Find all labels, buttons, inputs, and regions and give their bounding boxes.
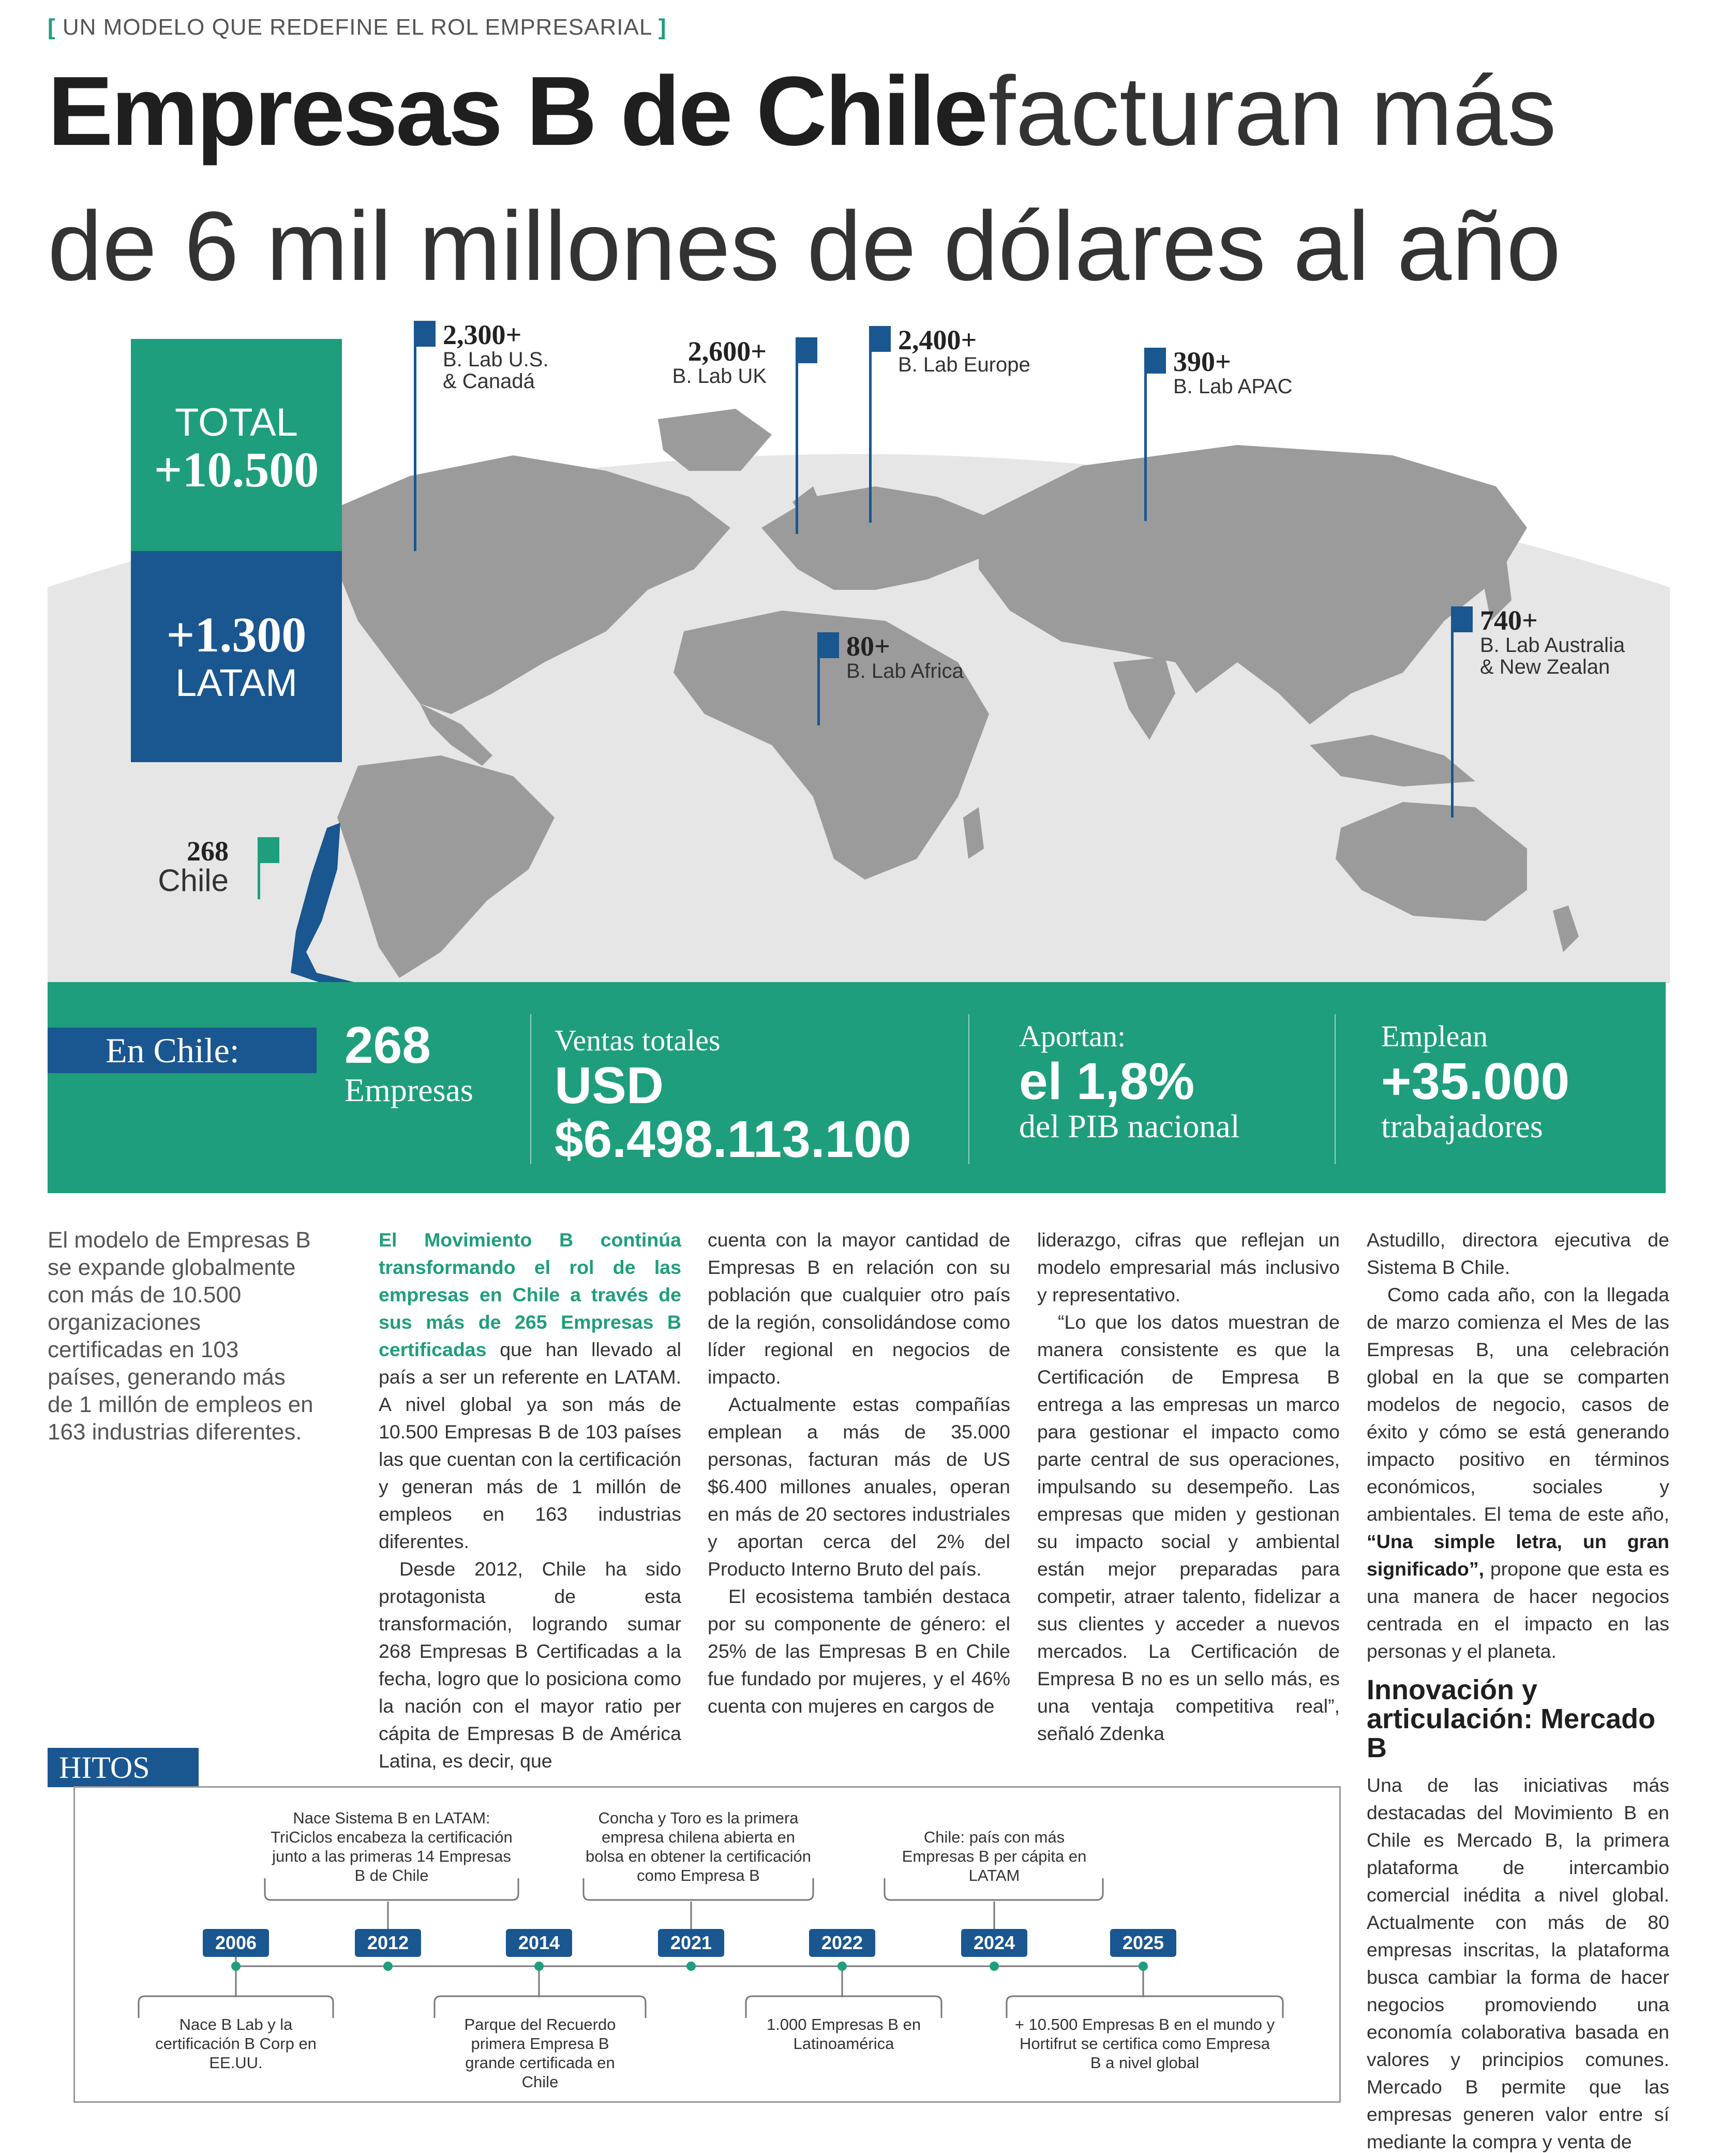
paragraph: Como cada año, con la llegada de marzo comienza el Mes de las Empresas B, una celebración global en la que se comparten modelos de negocio, casos de éxito y cómo se está generando impacto positivo en términos económicos, sociales y ambientales. El tema de este año, “Una simple letra, un gran significado”, propone que esta es una manera de hacer negocios centrada en el impacto en las personas y el planeta.: [1367, 1284, 1669, 1662]
stat-emplean-value: +35.000: [1381, 1052, 1570, 1110]
flag-number: 2,600+: [687, 336, 767, 367]
flag-number: 740+: [1480, 605, 1538, 636]
flag-number: 2,300+: [443, 319, 522, 350]
year-badge: 2012: [355, 1929, 421, 1957]
year-badge: 2025: [1110, 1929, 1176, 1957]
milestone-note: Concha y Toro es la primera empresa chilena abierta en bolsa en obtener la certificación como Empresa B: [586, 1809, 811, 1884]
paragraph: cuenta con la mayor cantidad de Empresas B en relación con su población que cualquier otro país de la región, consolidándose como líder regional en negocios de impacto.: [708, 1229, 1010, 1388]
flag-label: Chile: [158, 863, 229, 898]
year-badge: 2006: [203, 1929, 269, 1957]
year-badge: 2021: [658, 1929, 724, 1957]
total-label: TOTAL: [175, 400, 298, 444]
year-badge: 2022: [809, 1929, 875, 1957]
lead-text: El Movimiento B continúa transformando el rol de las empresas en Chile a través de sus más de 265 Empresas B certificadas: [379, 1229, 681, 1360]
headline-bold: Empresas B de Chile: [48, 56, 986, 166]
en-chile-label: En Chile:: [48, 1028, 317, 1073]
paragraph: Actualmente estas compañías emplean a más de 35.000 personas, facturan más de US $6.400 millones anuales, operan en más de 20 sectores industriales y aportan cerca del 2% del Producto Interno Bruto del país.: [708, 1393, 1010, 1580]
flag-label: B. Lab Australia & New Zealan: [1480, 634, 1625, 678]
headline-light-1: facturan más: [988, 56, 1557, 166]
paragraph: Una de las iniciativas más destacadas del Movimiento B en Chile es Mercado B, la primera plataforma de intercambio comercial inédita a nivel global. Actualmente con más de 80 empresas inscritas, la plataforma busca cambiar la forma de hacer negocios promoviendo una economía colaborativa basada en valores y principios comunes. Mercado B permite que las empresas generen valor entre sí mediante la compra y venta de: [1367, 1774, 1669, 2152]
total-value: +10.500: [154, 442, 319, 497]
intro-text: El modelo de Empresas B se expande globalmente con más de 10.500 organizaciones certificadas en 103 países, generando más de 1 millón de empleos en 163 industrias diferentes.: [48, 1227, 313, 1445]
flag-number: 2,400+: [898, 324, 977, 355]
milestone-note: 1.000 Empresas B en Latinoamérica: [766, 2015, 921, 2053]
stat-aportan-label: Aportan:: [1019, 1019, 1126, 1053]
stat-aportan-sub: del PIB nacional: [1019, 1108, 1240, 1145]
flag-label: B. Lab APAC: [1173, 375, 1293, 398]
milestone-note: Chile: país con más Empresas B per cápita en LATAM: [902, 1828, 1087, 1884]
paragraph: Desde 2012, Chile ha sido protagonista de esta transformación, logrando sumar 268 Empresas B Certificadas a la fecha, logro que lo posiciona como la nación con el mayor ratio per cápita de Empresas B de América Latina, es decir, que: [379, 1558, 681, 1772]
stat-ventas-value: $6.498.113.100: [555, 1110, 911, 1168]
paragraph: El ecosistema también destaca por su componente de género: el 25% de las Empresas B en Chile fue fundado por mujeres, y el 46% cuenta con mujeres en cargos de: [708, 1585, 1010, 1717]
subhead-mercado-b: Innovación y articulación: Mercado B: [1367, 1674, 1656, 1763]
year-badge: 2014: [506, 1929, 572, 1957]
paragraph: “Lo que los datos muestran de manera consistente es que la Certificación de Empresa B entrega a las empresas un marco para gestionar el impacto como parte central de sus operaciones, impulsando su desempeño. Las empresas que miden y gestionan su impacto social y ambiental están mejor preparadas para competir, atraer talento, fidelizar a sus clientes y acceder a nuevos mercados. La Certificación de Empresa B no es un sello más, es una ventaja competitiva real”, señaló Zdenka: [1037, 1311, 1340, 1744]
paragraph: liderazgo, cifras que reflejan un modelo empresarial más inclusivo y representativo.: [1037, 1229, 1340, 1305]
milestone-note: Nace Sistema B en LATAM: TriCiclos encabeza la certificación junto a las primeras 14 Empresas B de Chile: [271, 1809, 513, 1884]
latam-label: LATAM: [175, 661, 297, 704]
kicker-text: UN MODELO QUE REDEFINE EL ROL EMPRESARIAL: [62, 14, 652, 40]
flag-label: B. Lab U.S. & Canadá: [443, 348, 549, 393]
stat-empresas-label: Empresas: [345, 1072, 473, 1108]
stat-emplean-sub: trabajadores: [1381, 1108, 1543, 1145]
stat-aportan-value: el 1,8%: [1019, 1052, 1195, 1110]
stat-ventas-currency: USD: [555, 1057, 664, 1115]
hitos-title: HITOS: [48, 1748, 199, 1787]
milestone-note: Nace B Lab y la certificación B Corp en EE.UU.: [155, 2015, 317, 2072]
flag-number: 268: [187, 836, 229, 867]
flag-label: B. Lab Europe: [898, 353, 1030, 376]
paragraph: Astudillo, directora ejecutiva de Sistema B Chile.: [1367, 1229, 1669, 1278]
year-badge: 2024: [961, 1929, 1027, 1957]
flag-number: 390+: [1173, 346, 1231, 377]
latam-value: +1.300: [166, 607, 307, 662]
stat-ventas-label: Ventas totales: [555, 1023, 721, 1057]
milestone-note: Parque del Recuerdo primera Empresa B grande certificada en Chile: [464, 2015, 616, 2091]
flag-label: B. Lab Africa: [846, 660, 964, 682]
flag-label: B. Lab UK: [672, 365, 767, 388]
section-kicker: [ UN MODELO QUE REDEFINE EL ROL EMPRESARIAL ]: [48, 14, 667, 40]
milestone-note: + 10.500 Empresas B en el mundo y Hortifrut se certifica como Empresa B a nivel global: [1014, 2015, 1275, 2072]
stat-emplean-label: Emplean: [1381, 1019, 1488, 1053]
paragraph: que han llevado al país a ser un referente en LATAM. A nivel global ya son más de 10.500 Empresas B de 103 países las que cuentan con la certificación y generan más de 1 millón de empleos en 163 industrias diferentes.: [379, 1339, 681, 1552]
headline-light-2: de 6 mil millones de dólares al año: [48, 191, 1561, 301]
flag-number: 80+: [846, 631, 890, 662]
stat-empresas-value: 268: [345, 1016, 431, 1074]
